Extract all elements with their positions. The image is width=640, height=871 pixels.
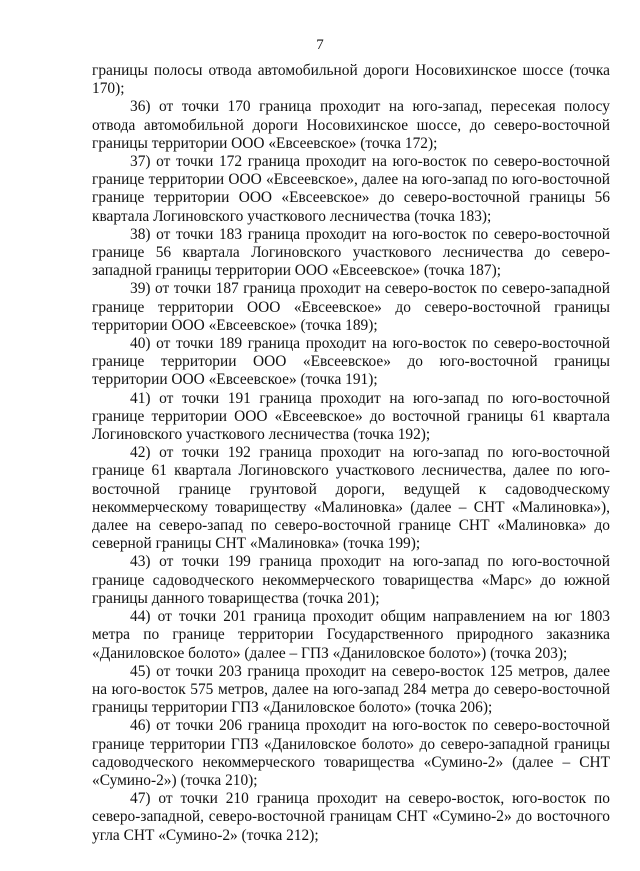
paragraph-38: 38) от точки 183 граница проходит на юго-восток по северо-восточной границе 56 квартала Логиновского участкового лесничества до северо-западной границы территории ООО «Евсеевское» (точка 187); (92, 225, 610, 280)
paragraph-40: 40) от точки 189 граница проходит на юго-восток по северо-восточной границе территории ООО «Евсеевское» до юго-восточной границы территории ООО «Евсеевское» (точка 191); (92, 335, 610, 389)
paragraph-42: 42) от точки 192 граница проходит на юго-запад по юго-восточной границе 61 квартала Логиновского участкового лесничества, далее по юго-восточной границе грунтовой дороги, ведущей к садоводческому некоммерческому товариществу «Малиновка» (далее – СНТ «Малиновка»), далее на северо-запад по северо-восточной границе СНТ «Малиновка» до северной границы СНТ «Малиновка» (точка 199); (92, 444, 610, 553)
paragraph-47: 47) от точки 210 граница проходит на северо-восток, юго-восток по северо-западной, северо-восточной границам СНТ «Сумино-2» до восточного угла СНТ «Сумино-2» (точка 212); (92, 790, 610, 844)
paragraph-39: 39) от точки 187 граница проходит на северо-восток по северо-западной границе территории ООО «Евсеевское» до северо-восточной границы территории ООО «Евсеевское» (точка 189); (92, 280, 610, 334)
document-body (92, 62, 610, 845)
paragraph-continuation: границы полосы отвода автомобильной дороги Носовихинское шоссе (точка 170); (92, 62, 610, 98)
page-number: 7 (316, 37, 324, 53)
paragraph-37: 37) от точки 172 граница проходит на юго-восток по северо-восточной границе территории ООО «Евсеевское», далее на юго-запад по юго-восточной границе территории ООО «Евсеевское» до северо-восточной границы 56 квартала Логиновского участкового лесничества (точка 183); (92, 153, 610, 225)
paragraph-45: 45) от точки 203 граница проходит на северо-восток 125 метров, далее на юго-восток 575 метров, далее на юго-запад 284 метра до северо-восточной границы территории ГПЗ «Даниловское болото» (точка 206); (92, 662, 610, 717)
paragraph-44: 44) от точки 201 граница проходит общим направлением на юг 1803 метра по границе территории Государственного природного заказника «Даниловское болото» (далее – ГПЗ «Даниловское болото») (точка 203); (92, 608, 610, 662)
paragraph-46: 46) от точки 206 граница проходит на юго-восток по северо-восточной границе территории ГПЗ «Даниловское болото» до северо-западной границы садоводческого некоммерческого товарищества «Сумино-2» (далее – СНТ «Сумино-2») (точка 210); (92, 717, 610, 789)
paragraph-36: 36) от точки 170 граница проходит на юго-запад, пересекая полосу отвода автомобильной дороги Носовихинское шоссе, до северо-восточной границы территории ООО «Евсеевское» (точка 172); (92, 98, 610, 152)
paragraph-43: 43) от точки 199 граница проходит на юго-запад по юго-восточной границе садоводческого некоммерческого товарищества «Марс» до южной границы данного товарищества (точка 201); (92, 553, 610, 607)
paragraph-41: 41) от точки 191 граница проходит на юго-запад по юго-восточной границе территории ООО «Евсеевское» до восточной границы 61 квартала Логиновского участкового лесничества (точка 192); (92, 389, 610, 444)
